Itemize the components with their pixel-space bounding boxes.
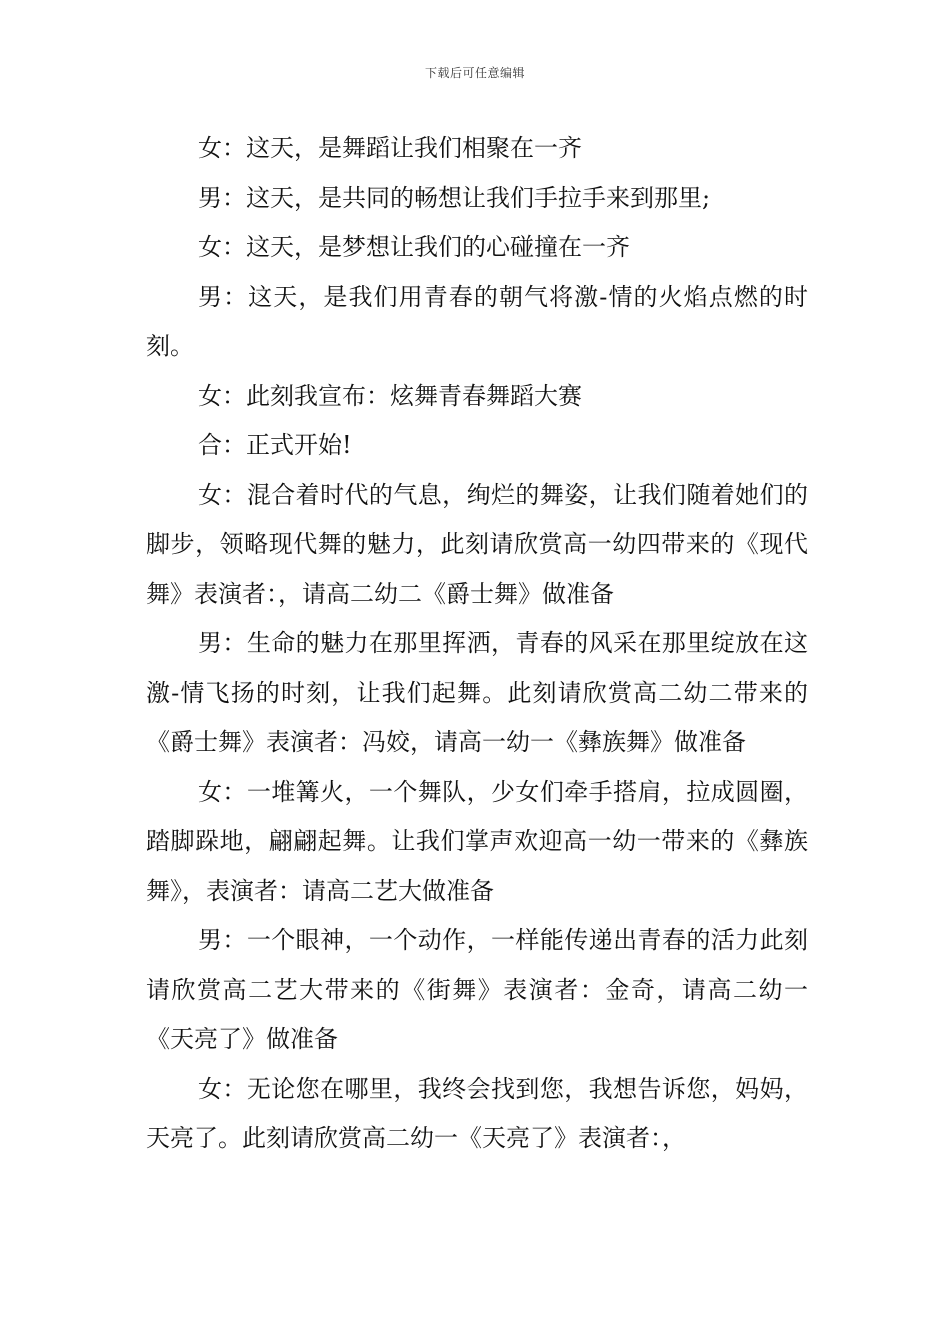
- dialogue-paragraph: 女：一堆篝火，一个舞队，少女们牵手搭肩，拉成圆圈，踏脚跺地，翩翩起舞。让我们掌声欢迎高一幼一带来的《彝族舞》，表演者：请高二艺大做准备: [146, 777, 808, 905]
- dialogue-paragraph: 女：这天，是舞蹈让我们相聚在一齐: [198, 134, 582, 162]
- dialogue-paragraph: 合：正式开始!: [198, 431, 352, 459]
- dialogue-paragraph: 女：无论您在哪里，我终会找到您，我想告诉您，妈妈，天亮了。此刻请欣赏高二幼一《天亮了》表演者：，: [146, 1074, 808, 1152]
- dialogue-paragraph: 女：混合着时代的气息，绚烂的舞姿，让我们随着她们的脚步，领略现代舞的魅力，此刻请欣赏高一幼四带来的《现代舞》表演者：，请高二幼二《爵士舞》做准备: [146, 480, 808, 608]
- dialogue-paragraph: 男：生命的魅力在那里挥洒，青春的风采在那里绽放在这激-情飞扬的时刻，让我们起舞。此刻请欣赏高二幼二带来的《爵士舞》表演者：冯姣，请高一幼一《彝族舞》做准备: [146, 629, 808, 756]
- dialogue-paragraph: 女：此刻我宣布：炫舞青春舞蹈大赛: [198, 381, 582, 410]
- page-header-note: 下载后可任意编辑: [424, 66, 525, 80]
- dialogue-paragraph: 男：一个眼神，一个动作，一样能传递出青春的活力此刻请欣赏高二艺大带来的《街舞》表演者：金奇，请高二幼一《天亮了》做准备: [146, 926, 808, 1053]
- dialogue-paragraph: 女：这天，是梦想让我们的心碰撞在一齐: [198, 233, 630, 261]
- dialogue-paragraph: 男：这天，是共同的畅想让我们手拉手来到那里;: [198, 183, 711, 212]
- dialogue-paragraph: 男：这天，是我们用青春的朝气将激-情的火焰点燃的时刻。: [146, 282, 808, 360]
- script-body: [146, 124, 808, 1164]
